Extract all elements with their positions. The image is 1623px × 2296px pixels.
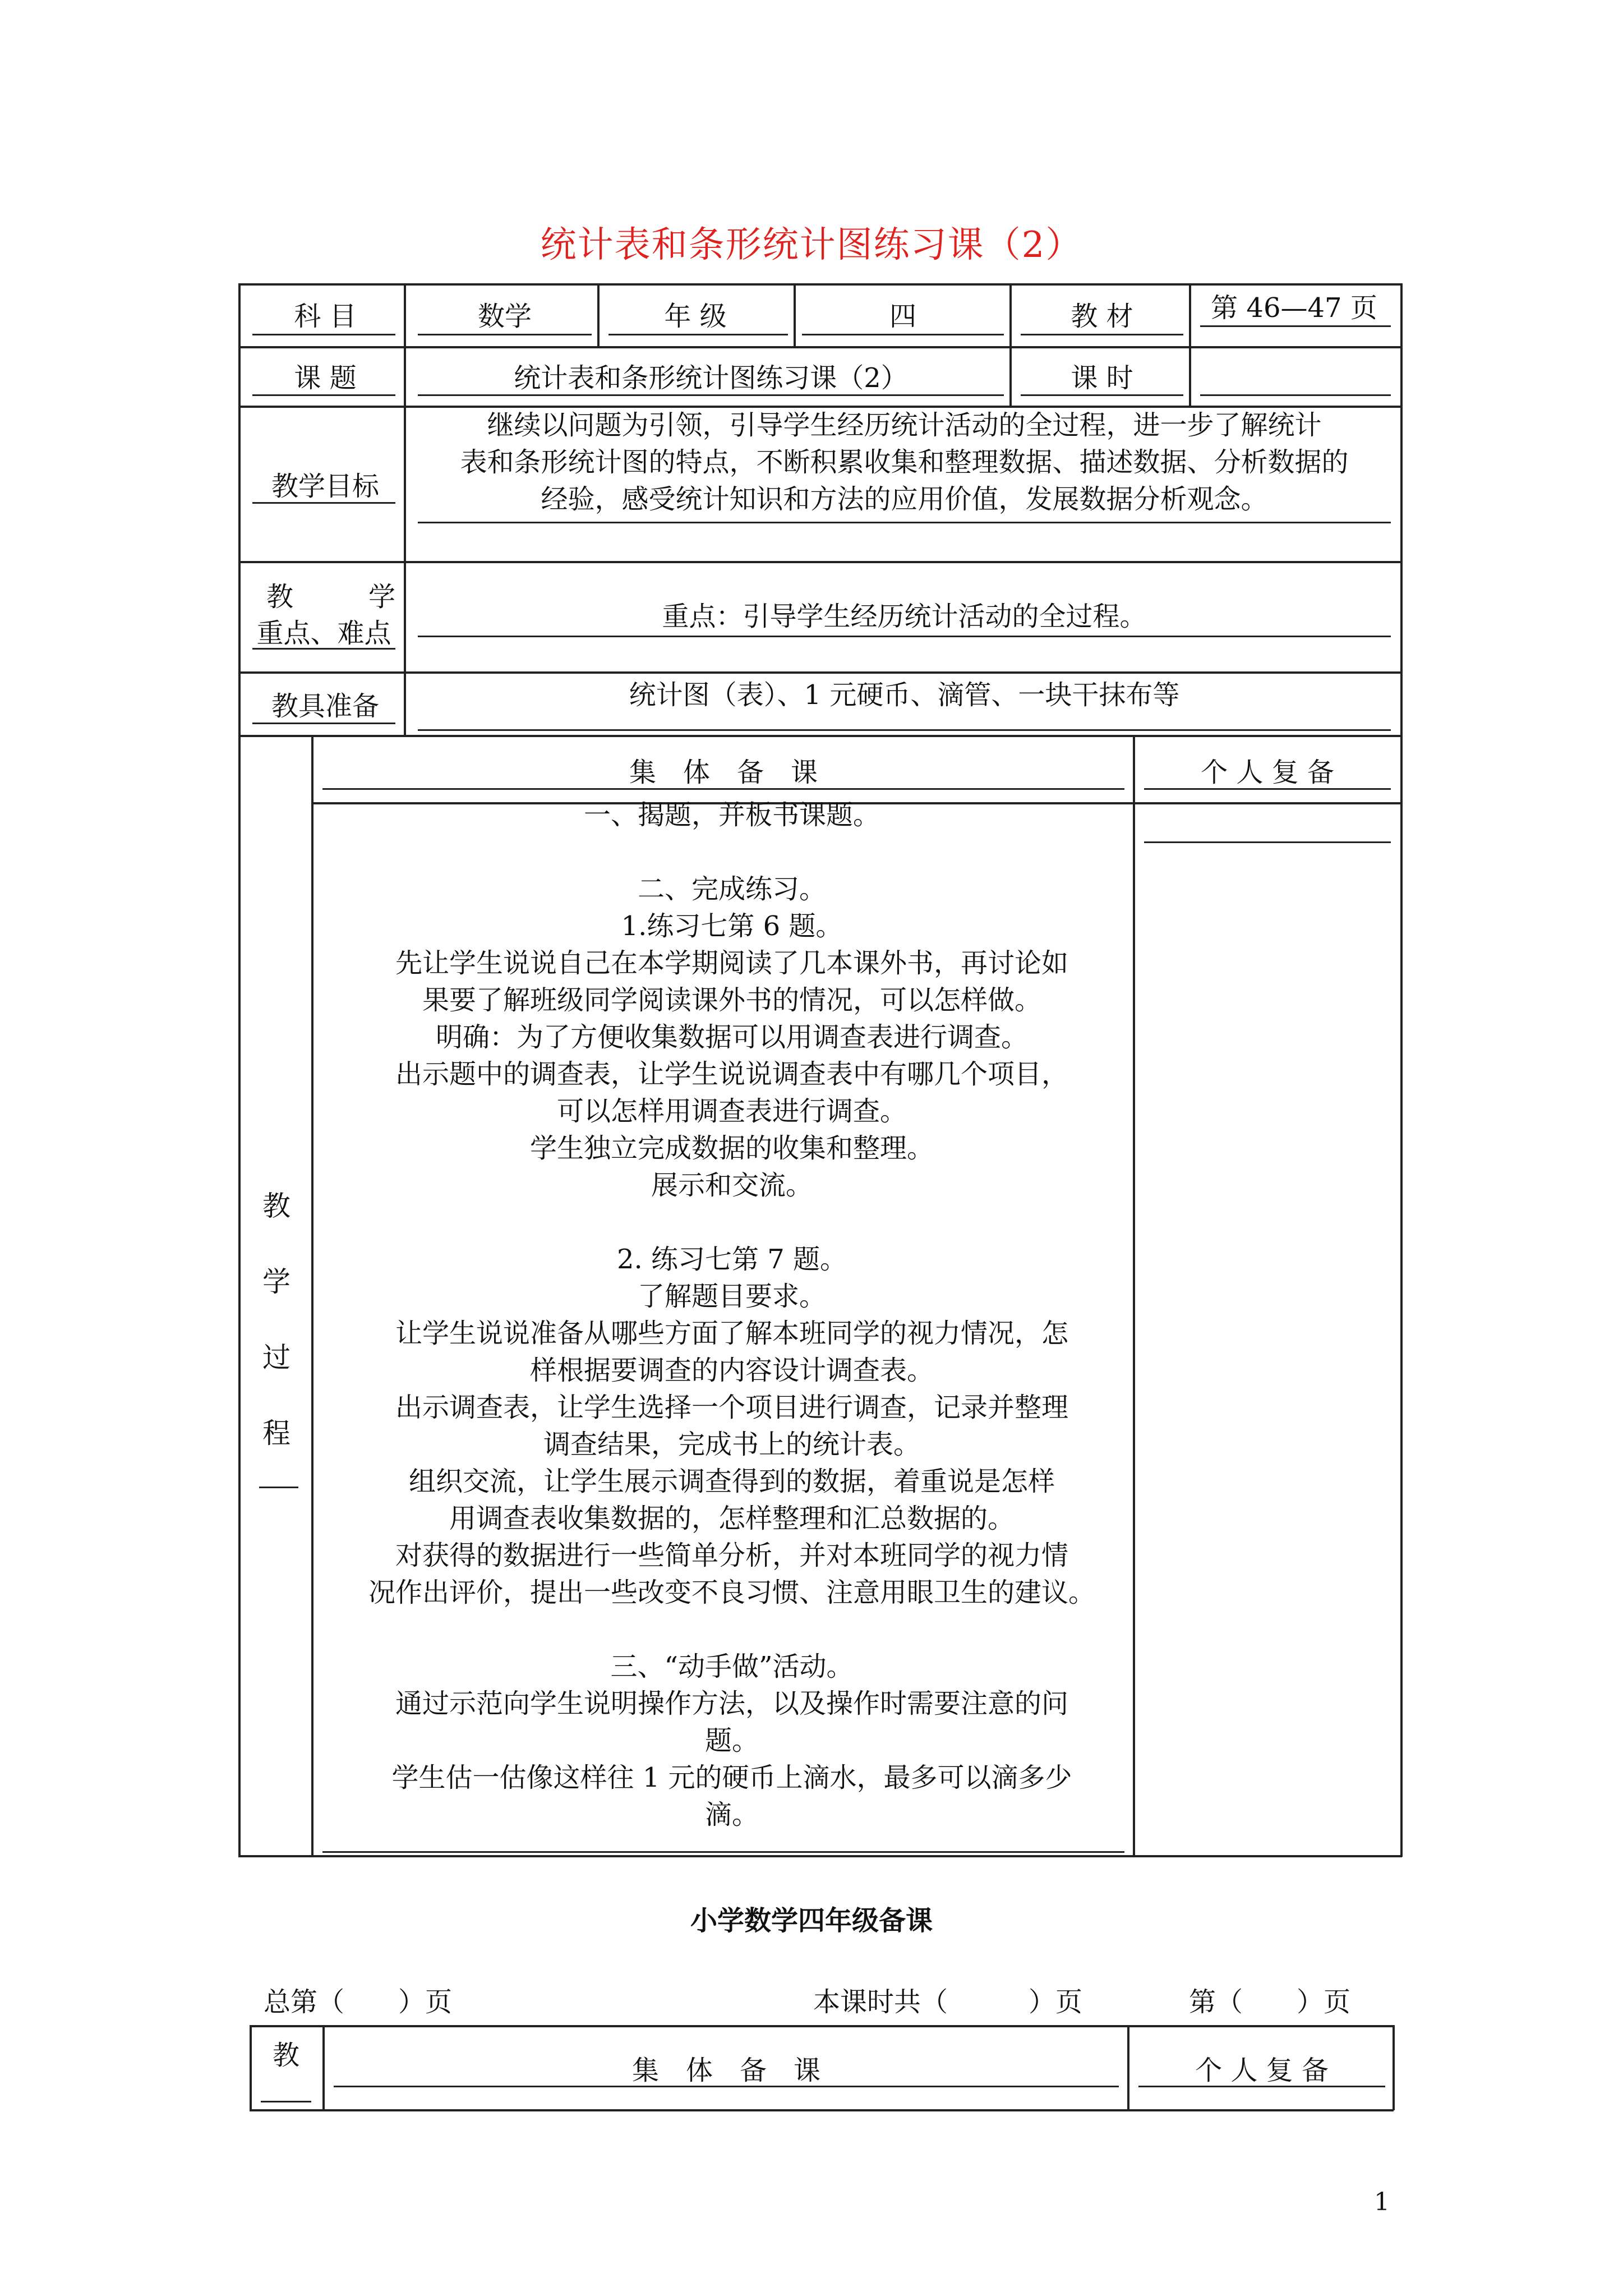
grade-label: 年 级	[664, 301, 727, 332]
process-line: 三、“动手做”活动。	[610, 1651, 854, 1682]
process-line: 学生独立完成数据的收集和整理。	[529, 1133, 934, 1164]
process-line: 先让学生说说自己在本学期阅读了几本课外书，再讨论如	[395, 947, 1068, 979]
second-group-header: 集 体 备 课	[631, 2055, 820, 2086]
process-line: 用调查表收集数据的，怎样整理和汇总数据的。	[449, 1503, 1015, 1534]
process-line: 展示和交流。	[651, 1170, 813, 1201]
process-line: 一、揭题，并板书课题。	[583, 799, 880, 831]
total-page: 总第（ ）页	[264, 1986, 453, 2018]
process-line: 1.练习七第 6 题。	[621, 910, 843, 942]
process-line: 题。	[704, 1725, 759, 1756]
process-line	[353, 1204, 1110, 1241]
textbook-label: 教 材	[1071, 301, 1133, 332]
process-line: 样根据要调查的内容设计调查表。	[529, 1355, 934, 1386]
process-line: 对获得的数据进行一些简单分析，并对本班同学的视力情	[395, 1540, 1068, 1571]
process-line	[353, 1611, 1110, 1648]
process-label-1: 教	[262, 1190, 291, 1222]
keypoints-label-line1: 教 学	[266, 581, 395, 613]
grade-value: 四	[889, 301, 916, 332]
process-line: 滴。	[704, 1799, 759, 1830]
keypoints-label-line2: 重点、难点	[256, 618, 391, 649]
process-label-2: 学	[262, 1266, 291, 1298]
process-line: 果要了解班级同学阅读课外书的情况，可以怎样做。	[422, 984, 1041, 1016]
process-line: 了解题目要求。	[637, 1281, 826, 1312]
materials-text: 统计图（表）、1 元硬币、滴管、一块干抹布等	[629, 679, 1180, 711]
group-prep-header: 集 体 备 课	[629, 757, 818, 788]
process-label-4: 程	[262, 1417, 291, 1450]
page-number-field: 第（ ）页	[1189, 1986, 1351, 2018]
process-line: 2. 练习七第 7 题。	[616, 1244, 847, 1275]
page-title: 统计表和条形统计图练习课（2）	[540, 224, 1083, 266]
process-line: 可以怎样用调查表进行调查。	[556, 1096, 907, 1127]
second-side-label: 教	[272, 2040, 299, 2071]
process-line: 二、完成练习。	[637, 873, 826, 905]
objectives-text: 继续以问题为引领，引导学生经历统计活动的全过程，进一步了解统计 表和条形统计图的特点，不断积累收集和整理数据、描述数据、分析数据的 经验，感受统计知识和方法的应用价值，发展数据分析观念。	[460, 409, 1349, 515]
topic-value: 统计表和条形统计图练习课（2）	[514, 362, 908, 394]
footer-page-number: 1	[1374, 2188, 1390, 2216]
process-line	[353, 834, 1110, 871]
process-line: 出示题中的调查表，让学生说说调查表中有哪几个项目，	[395, 1059, 1068, 1090]
process-body	[353, 797, 1110, 1833]
personal-prep-line	[1144, 841, 1391, 843]
section-heading: 小学数学四年级备课	[690, 1905, 933, 1936]
period-label: 课 时	[1071, 362, 1133, 394]
keypoints-text: 重点：引导学生经历统计活动的全过程。	[662, 601, 1147, 632]
topic-label: 课 题	[294, 362, 357, 394]
personal-prep-header: 个 人 复 备	[1201, 757, 1334, 788]
materials-label: 教具准备	[271, 691, 379, 722]
process-line: 况作出评价，提出一些改变不良习惯、注意用眼卫生的建议。	[368, 1577, 1095, 1608]
process-line: 组织交流，让学生展示调查得到的数据，着重说是怎样	[408, 1466, 1055, 1497]
subject-label: 科 目	[294, 301, 357, 332]
process-line: 让学生说说准备从哪些方面了解本班同学的视力情况，怎	[395, 1318, 1068, 1349]
process-line: 明确：为了方便收集数据可以用调查表进行调查。	[435, 1022, 1028, 1053]
process-line: 通过示范向学生说明操作方法，以及操作时需要注意的问	[395, 1688, 1068, 1719]
second-personal-header: 个 人 复 备	[1195, 2055, 1329, 2086]
objectives-label: 教学目标	[271, 471, 379, 502]
subject-value: 数学	[477, 301, 532, 332]
process-line: 调查结果，完成书上的统计表。	[543, 1429, 920, 1460]
process-line: 出示调查表，让学生选择一个项目进行调查，记录并整理	[395, 1392, 1068, 1423]
process-label-3: 过	[262, 1341, 291, 1374]
textbook-value: 第 46—47 页	[1211, 292, 1377, 324]
process-line: 学生估一估像这样往 1 元的硬币上滴水，最多可以滴多少	[391, 1762, 1072, 1793]
lesson-pages: 本课时共（ ）页	[813, 1986, 1083, 2018]
